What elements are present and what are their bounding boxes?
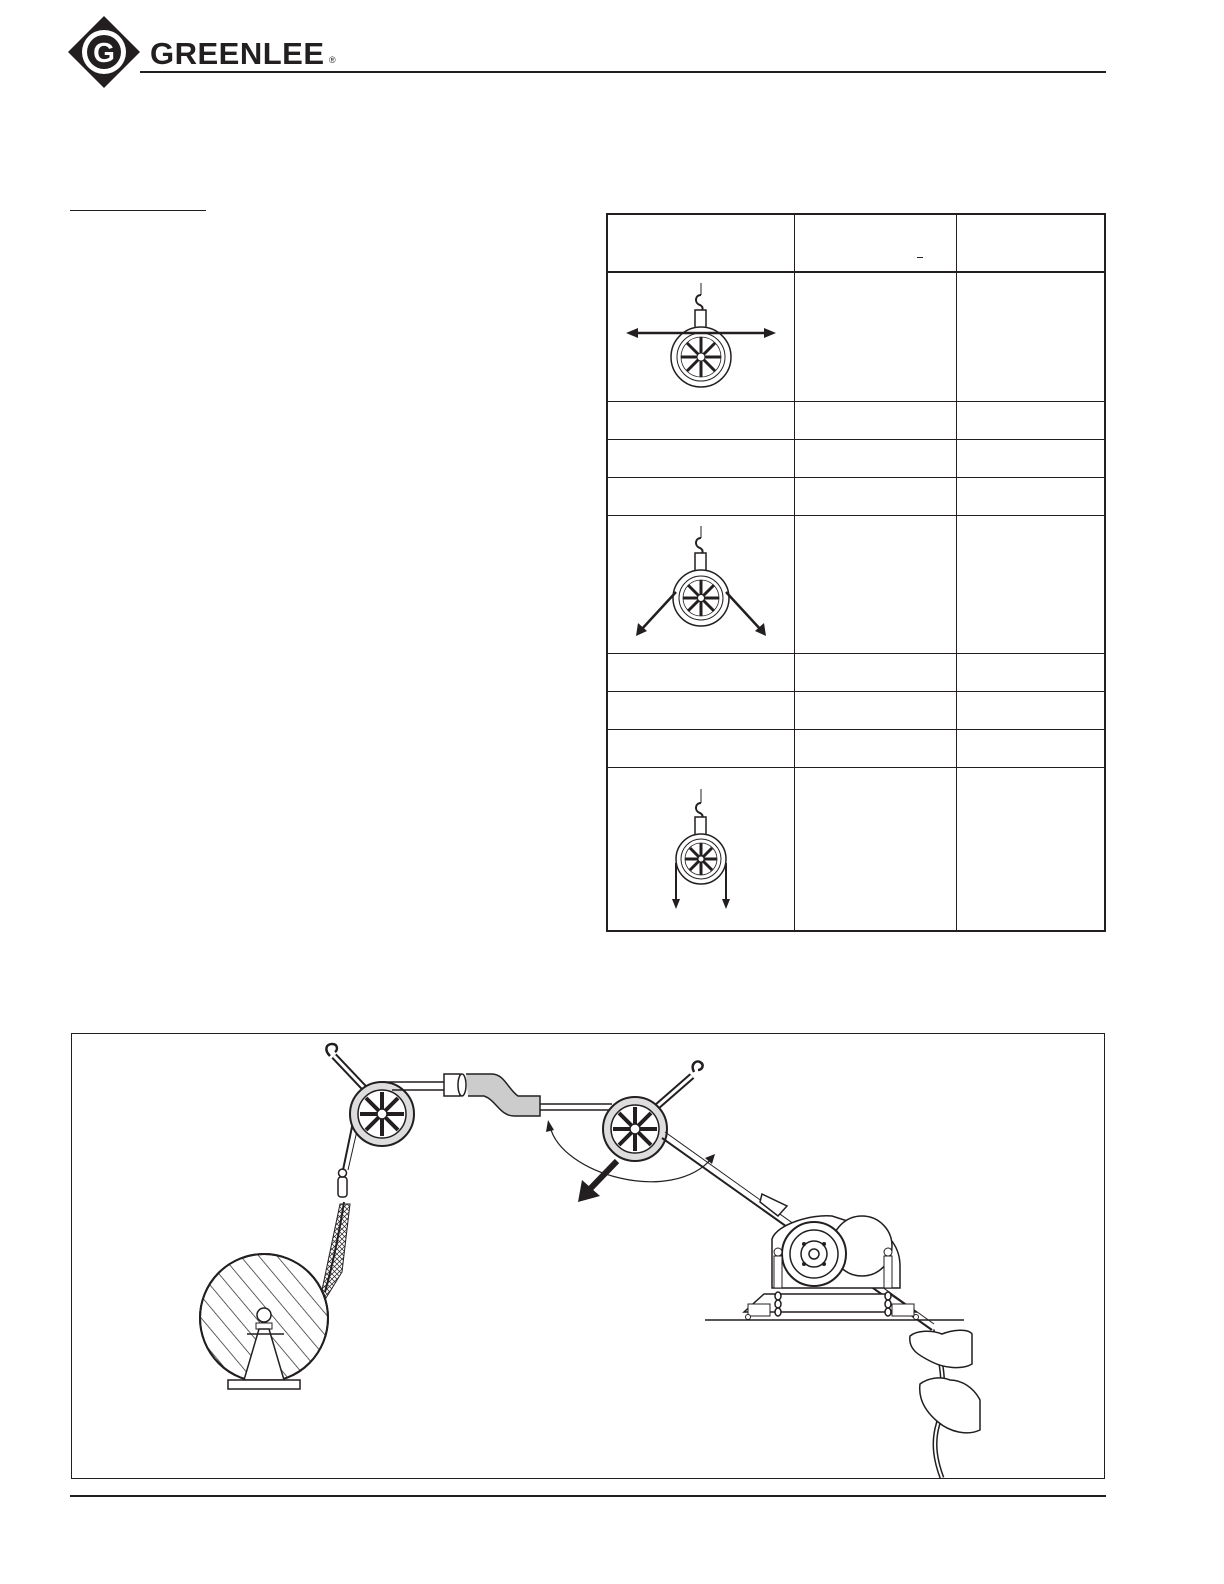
header-dash [917,257,923,258]
section-heading-underline [70,210,206,211]
diagram-cell [607,272,794,401]
table-row [607,767,1105,931]
table-cell [956,401,1105,439]
table-cell [794,477,956,515]
table-header-row [607,214,1105,272]
table-cell [956,653,1105,691]
table-row [607,691,1105,729]
header-rule [140,71,1106,73]
table-row [607,439,1105,477]
table-cell [956,477,1105,515]
table-row [607,272,1105,401]
header-cell [794,214,956,272]
table-cell [794,439,956,477]
table-cell [956,439,1105,477]
table-cell [956,767,1105,931]
logo-monogram: G [93,37,115,68]
rigging-setup-figure [71,1033,1105,1479]
table-cell [956,515,1105,653]
cable-puller-machine-icon [705,1194,964,1320]
table-cell [607,401,794,439]
parallel-down-pull-sheave-diagram-icon [616,779,786,919]
table-cell [794,691,956,729]
table-cell [956,729,1105,767]
sheave-hook-right-icon [603,1061,703,1161]
conduit-icon [382,1074,612,1116]
table-cell [794,729,956,767]
table-cell [956,272,1105,401]
sheave-load-table [606,213,1106,932]
table-cell [794,515,956,653]
table-cell [794,767,956,931]
rigging-illustration [72,1034,1104,1478]
logo-wordmark: GREENLEE [150,36,325,71]
horizontal-pull-sheave-diagram-icon [616,277,786,397]
table-row [607,477,1105,515]
footer-rule [70,1495,1106,1497]
header-cell [956,214,1105,272]
registered-mark: ® [329,55,336,65]
diagram-cell [607,767,794,931]
table-cell [607,653,794,691]
sheave-hook-left-icon [326,1044,414,1146]
table-cell [956,691,1105,729]
operator-hands-icon [910,1330,980,1433]
table-cell [607,729,794,767]
pulling-grip-icon [322,1204,350,1298]
table-cell [607,477,794,515]
table-cell [607,439,794,477]
table-cell [794,272,956,401]
diagram-cell [607,515,794,653]
header-cell [607,214,794,272]
greenlee-logo [66,14,338,90]
table-row [607,515,1105,653]
table-cell [794,653,956,691]
pull-direction-arrow-icon [578,1161,617,1202]
table-cell [607,691,794,729]
table-cell [794,401,956,439]
table-row [607,729,1105,767]
angled-pull-sheave-diagram-icon [616,522,786,647]
table-row [607,653,1105,691]
swivel-icon [338,1169,347,1197]
table-row [607,401,1105,439]
